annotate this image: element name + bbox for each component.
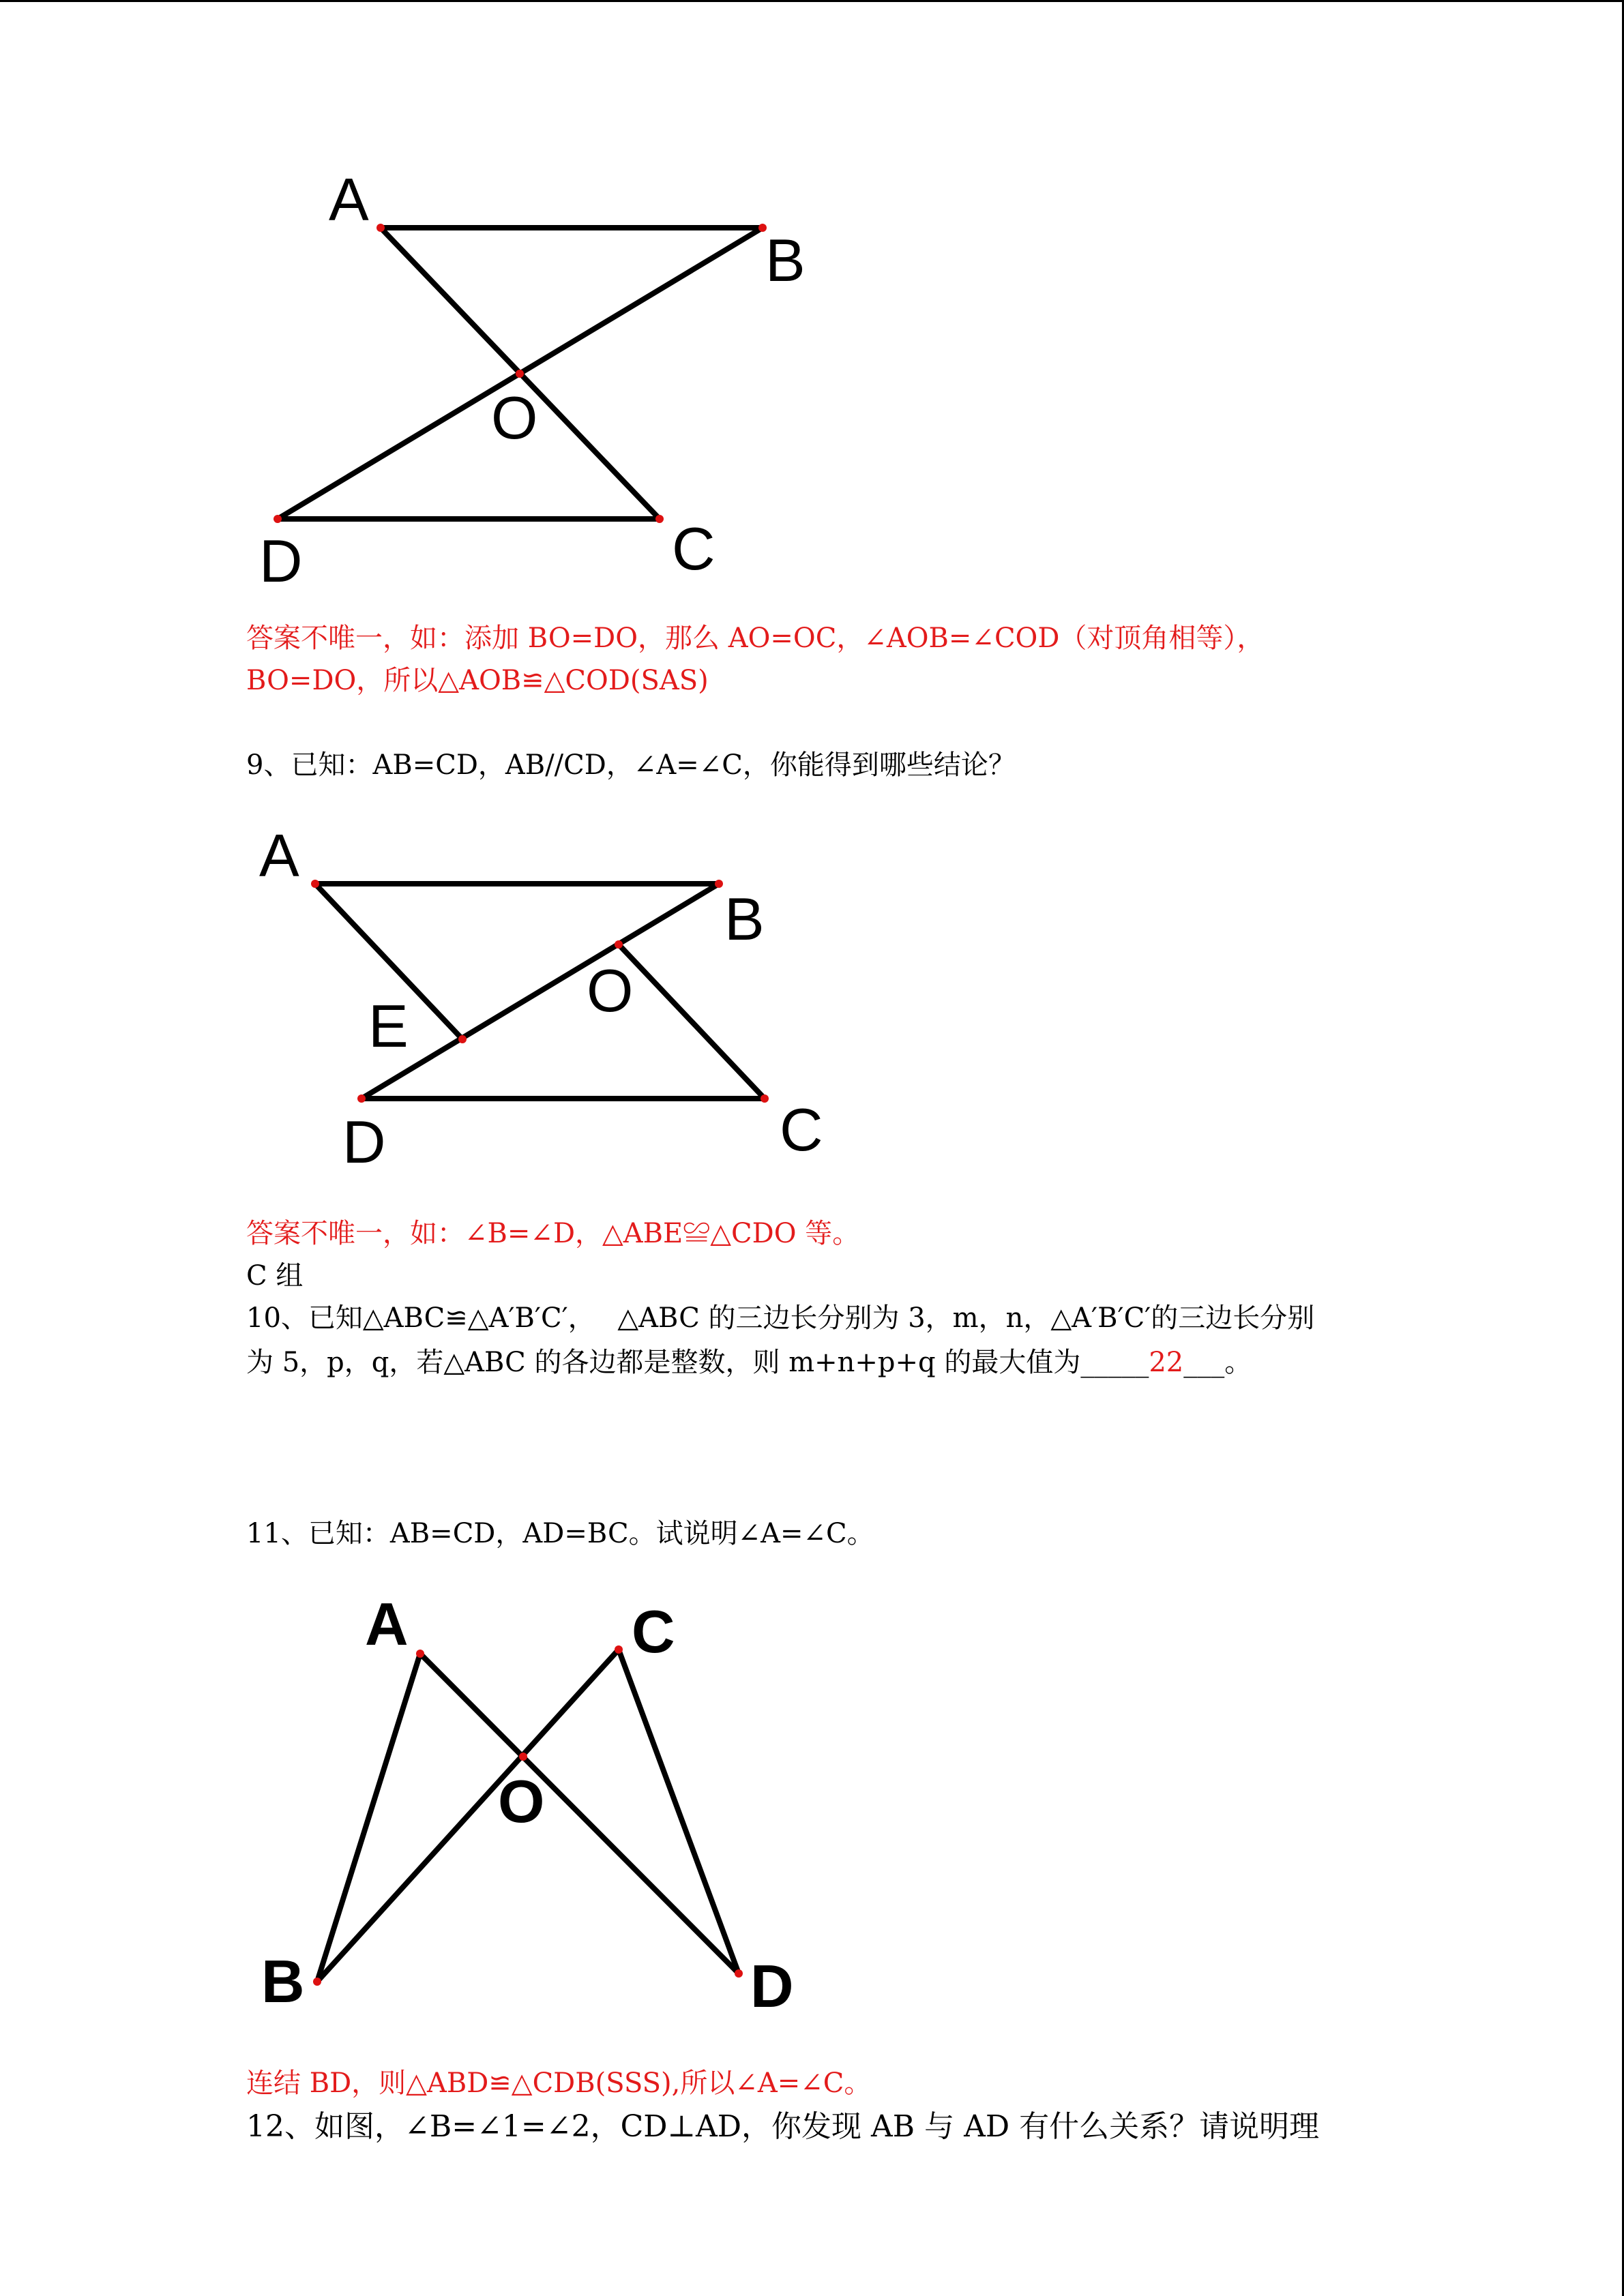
answer-8-line-1: 答案不唯一，如：添加 BO=DO，那么 AO=OC，∠AOB=∠COD（对顶角相等）， <box>246 623 1265 654</box>
point-c <box>615 1645 623 1654</box>
label-b: B <box>724 885 765 953</box>
point-b <box>313 1978 321 1986</box>
label-c: C <box>780 1096 823 1163</box>
section-label: C 组 <box>246 1260 304 1292</box>
label-o: O <box>498 1768 545 1835</box>
label-a: A <box>259 822 299 889</box>
label-a: A <box>365 1590 409 1658</box>
question-11: 11、已知：AB=CD，AD=BC。试说明∠A=∠C。 <box>246 1518 874 1549</box>
answer-8-line-2: BO=DO，所以△AOB≌△COD(SAS) <box>246 665 709 696</box>
point-a <box>416 1650 424 1658</box>
question-10-suffix: ___。 <box>1183 1347 1252 1378</box>
label-b: B <box>765 226 806 294</box>
label-o: O <box>491 384 538 451</box>
label-d: D <box>259 527 303 595</box>
label-d: D <box>750 1952 794 2020</box>
label-o: O <box>587 957 634 1024</box>
question-10-answer: 22 <box>1149 1347 1184 1378</box>
label-e: E <box>368 992 409 1060</box>
question-10-line-1: 10、已知△ABC≌△A′B′C′， △ABC 的三边长分别为 3，m，n，△A′B′C′的三边长分别 <box>246 1302 1315 1334</box>
question-12: 12、如图，∠B=∠1=∠2，CD⊥AD，你发现 AB 与 AD 有什么关系？请说明理 <box>246 2109 1320 2144</box>
point-o <box>519 1753 527 1761</box>
label-c: C <box>672 515 715 582</box>
answer-9: 答案不唯一，如：∠B=∠D，△ABE≌△CDO 等。 <box>246 1218 860 1249</box>
question-10-text: 为 5，p，q，若△ABC 的各边都是整数，则 m+n+p+q 的最大值为_____ <box>246 1347 1149 1378</box>
label-d: D <box>342 1108 386 1176</box>
question-9: 9、已知：AB=CD，AB//CD，∠A=∠C，你能得到哪些结论？ <box>246 749 1016 781</box>
answer-11: 连结 BD，则△ABD≌△CDB(SSS),所以∠A=∠C。 <box>246 2068 872 2099</box>
segment-ab <box>317 1654 420 1982</box>
label-b: B <box>261 1948 305 2015</box>
point-d <box>735 1969 743 1978</box>
segment-cd <box>619 1650 739 1973</box>
label-c: C <box>632 1598 675 1665</box>
label-a: A <box>329 166 369 233</box>
